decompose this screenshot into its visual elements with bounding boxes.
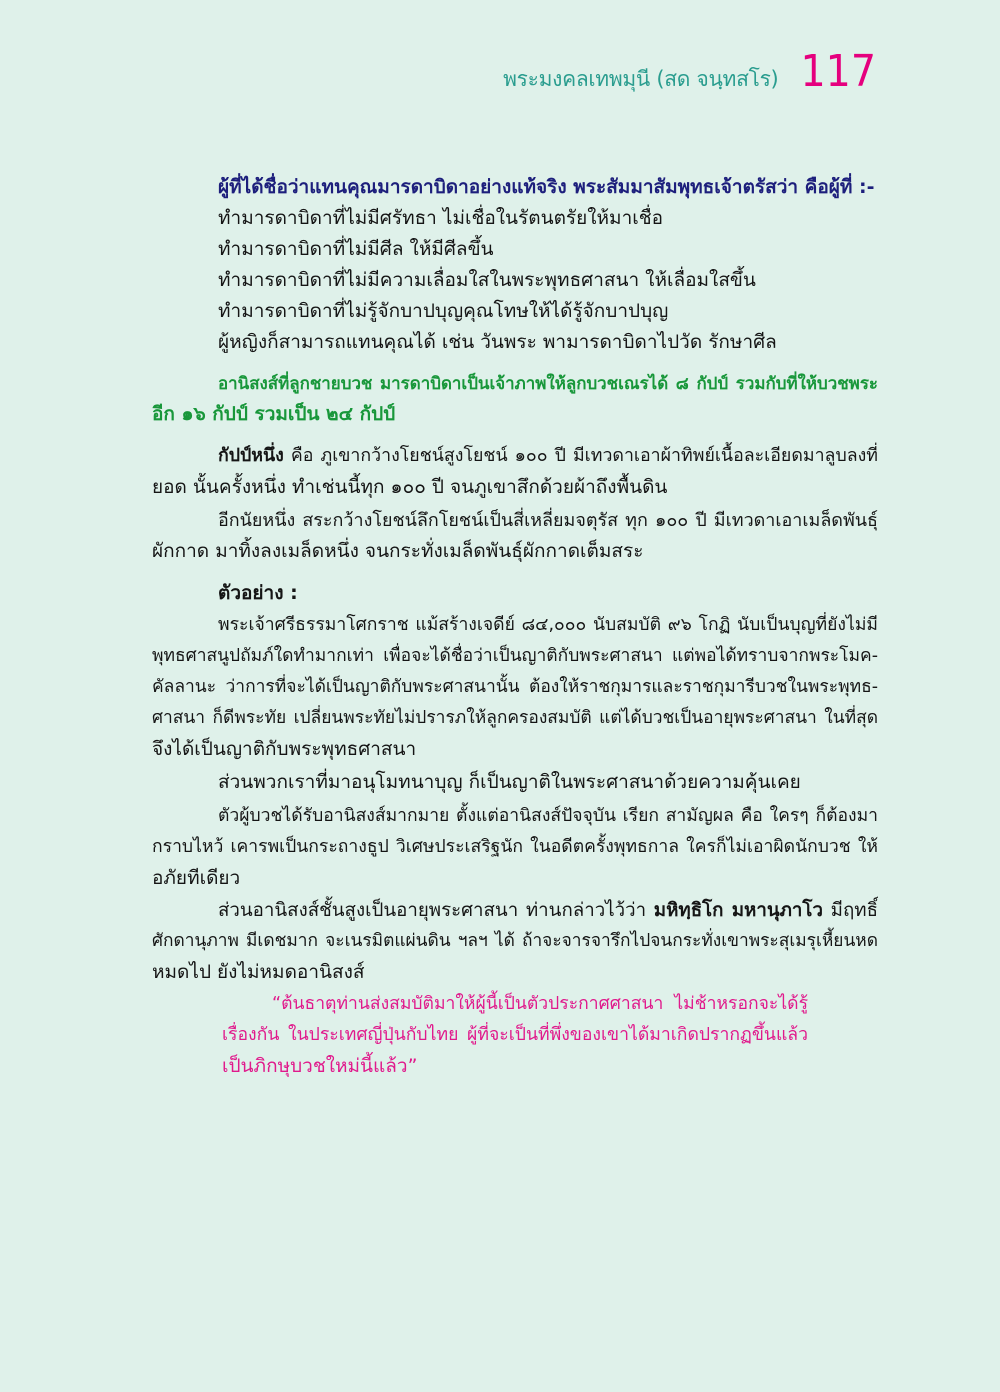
example-line: ศาสนา ก็ดีพระทัย เปลี่ยนพระทัยไม่ปรารภให้ลูกครองสมบัติ แต่ได้บวชเป็นอายุพระศาสนา ในที่สุด (152, 708, 878, 728)
gratitude-item: ทำมารดาบิดาที่ไม่มีศีล ให้มีศีลขึ้น (218, 238, 494, 260)
kinship-line: ส่วนพวกเราที่มาอนุโมทนาบุญ ก็เป็นญาติในพระศาสนาด้วยความคุ้นเคย (218, 771, 801, 793)
merit-heading-line: อีก ๑๖ กัปป์ รวมเป็น ๒๔ กัปป์ (152, 403, 396, 425)
kappa-term: กัปป์หนึ่ง (218, 446, 284, 466)
kappa-alt-line: ผักกาด มาทิ้งลงเมล็ดหนึ่ง จนกระทั่งเมล็ดพันธุ์ผักกาดเต็มสระ (152, 540, 644, 562)
page-number: 117 (800, 46, 876, 97)
gratitude-item: ทำมารดาบิดาที่ไม่รู้จักบาปบุญคุณโทษให้ได้รู้จักบาปบุญ (218, 300, 669, 322)
example-line: พระเจ้าศรีธรรมาโศกราช แม้สร้างเจดีย์ ๘๔,๐๐๐ นับสมบัติ ๙๖ โกฏิ นับเป็นบุญที่ยังไม่มี (218, 615, 878, 635)
pali-term: มหิทฺธิโก มหานุภาโว (653, 900, 823, 921)
ordinand-line: ตัวผู้บวชได้รับอานิสงส์มากมาย ตั้งแต่อานิสงส์ปัจจุบัน เรียก สามัญผล คือ ใครๆ ก็ต้องมา (218, 806, 878, 826)
example-line: คัลลานะ ว่าการที่จะได้เป็นญาติกับพระศาสนานั้น ต้องให้ราชกุมารและราชกุมารีบวชในพระพุทธ- (152, 677, 878, 697)
merit-heading (152, 368, 878, 430)
higher-merit-paragraph (152, 895, 878, 988)
higher-merit-line: ศักดานุภาพ มีเดชมาก จะเนรมิตแผ่นดิน ฯลฯ ได้ ถ้าจะจารจารึกไปจนกระทั่งเขาพระสุเมรุเหี้ยนหด (152, 931, 878, 951)
gratitude-item: ทำมารดาบิดาที่ไม่มีศรัทธา ไม่เชื่อในรัตนตรัยให้มาเชื่อ (218, 207, 664, 229)
running-head (503, 46, 876, 97)
kappa-alt-line: อีกนัยหนึ่ง สระกว้างโยชน์ลึกโยชน์เป็นสี่เหลี่ยมจตุรัส ทุก ๑๐๐ ปี มีเทวดาเอาเมล็ดพันธุ์ (218, 510, 878, 531)
example-line: พุทธศาสนูปถัมภ์ใดทำมากเท่า เพื่อจะได้ชื่อว่าเป็นญาติกับพระศาสนา แต่พอได้ทราบจากพระโมค- (152, 646, 878, 666)
kappa-definition-text: คือ ภูเขากว้างโยชน์สูงโยชน์ ๑๐๐ ปี มีเทวดาเอาผ้าทิพย์เนื้อละเอียดมาลูบลงที่ (290, 446, 878, 466)
example-heading: ตัวอย่าง : (218, 582, 298, 604)
gratitude-heading: ผู้ที่ได้ชื่อว่าแทนคุณมารดาบิดาอย่างแท้จริง พระสัมมาสัมพุทธเจ้าตรัสว่า คือผู้ที่ :- (218, 176, 875, 198)
quotation (222, 989, 808, 1082)
ordinand-line: อภัยทีเดียว (152, 867, 241, 889)
example-line: จึงได้เป็นญาติกับพระพุทธศาสนา (152, 738, 417, 760)
higher-merit-line: หมดไป ยังไม่หมดอานิสงส์ (152, 961, 365, 983)
kappa-definition (152, 441, 878, 503)
higher-merit-lead: ส่วนอานิสงส์ชั้นสูงเป็นอายุพระศาสนา ท่านกล่าวไว้ว่า (218, 900, 647, 921)
quote-line: “ต้นธาตุท่านส่งสมบัติมาให้ผู้นี้เป็นตัวประกาศศาสนา ไม่ช้าหรอกจะได้รู้ (272, 994, 808, 1014)
kinship-paragraph (152, 767, 878, 798)
gratitude-item: ผู้หญิงก็สามารถแทนคุณได้ เช่น วันพระ พามารดาบิดาไปวัด รักษาศีล (218, 331, 777, 353)
quote-line: เรื่องกัน ในประเทศญี่ปุ่นกับไทย ผู้ที่จะเป็นที่พึ่งของเขาได้มาเกิดปรากฏขึ้นแล้ว (222, 1025, 808, 1045)
example-section (152, 578, 878, 765)
page-body (152, 172, 878, 1082)
kappa-line (152, 441, 878, 472)
gratitude-section (152, 172, 878, 358)
quote-line: เป็นภิกษุบวชใหม่นี้แล้ว” (222, 1055, 418, 1077)
merit-heading-line: อานิสงส์ที่ลูกชายบวช มารดาบิดาเป็นเจ้าภาพให้ลูกบวชเณรได้ ๘ กัปป์ รวมกับที่ให้บวชพระ (218, 373, 878, 393)
ordinand-line: กราบไหว้ เคารพเป็นกระถางธูป วิเศษประเสริฐนัก ในอดีตครั้งพุทธกาล ใครก็ไม่เอาผิดนักบวช ให้ (152, 837, 878, 857)
running-head-title: พระมงคลเทพมุนี (สด จนฺทสโร) (503, 67, 779, 91)
gratitude-item: ทำมารดาบิดาที่ไม่มีความเลื่อมใสในพระพุทธศาสนา ให้เลื่อมใสขึ้น (218, 269, 756, 291)
ordinand-paragraph (152, 801, 878, 894)
higher-merit-line (152, 895, 878, 926)
kappa-alternative (152, 505, 878, 567)
kappa-line: ยอด นั้นครั้งหนึ่ง ทำเช่นนี้ทุก ๑๐๐ ปี จนภูเขาสึกด้วยผ้าถึงพื้นดิน (152, 476, 668, 498)
higher-merit-tail: มีฤทธิ์ (830, 900, 878, 921)
